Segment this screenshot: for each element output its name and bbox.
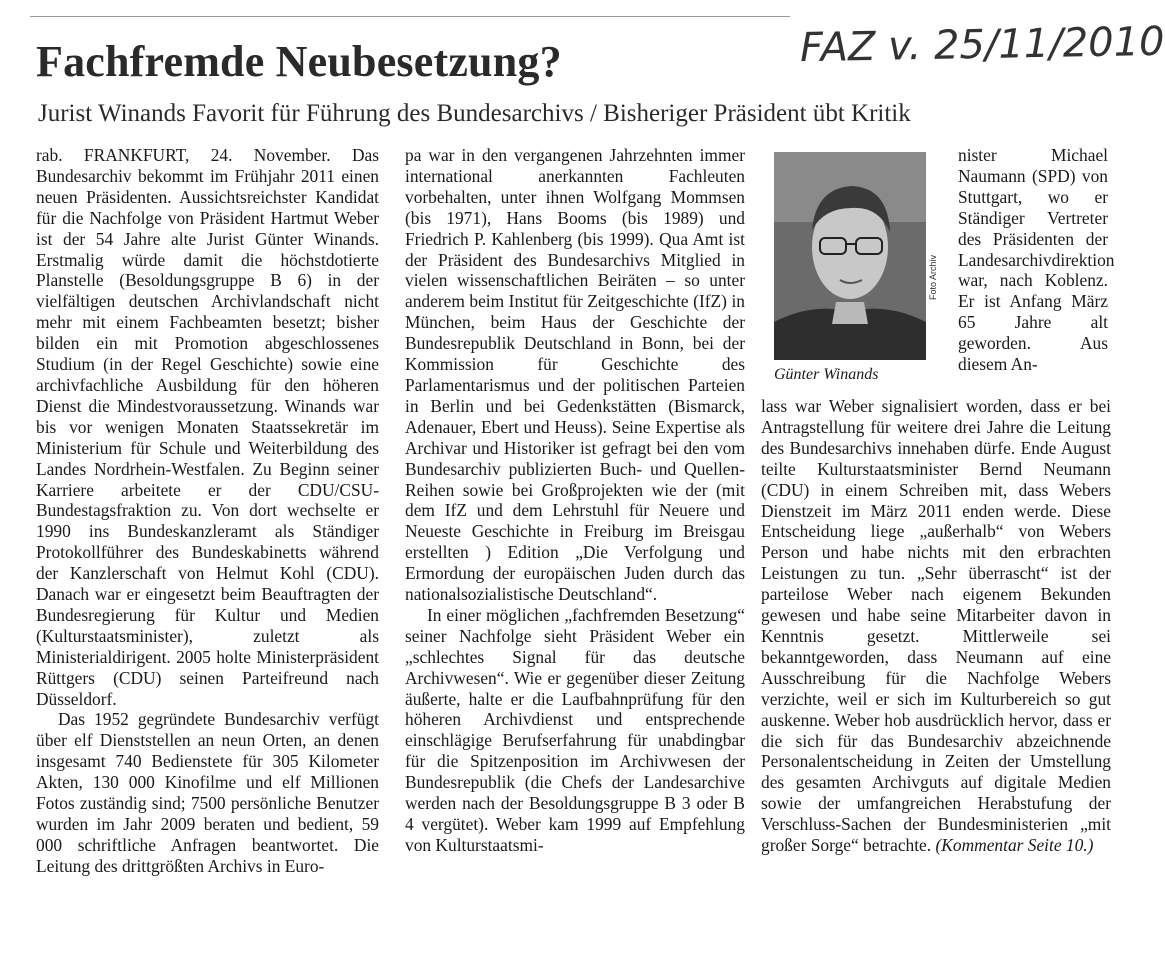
comment-reference: (Kommentar Seite 10.) [935,835,1094,856]
article-column-3-below-photo [761,396,1111,856]
photo-credit: Foto Archiv [928,254,938,300]
photo-caption: Günter Winands [774,366,879,383]
column2-paragraph-1: pa war in den vergangenen Jahrzehnten immer international anerkannten Fachleuten vorbehalten, unter ihnen Wolfgang Mommsen (bis 1971), Hans Booms (bis 1989) und Friedrich P. Kahlenberg (bis 1999). Qua Amt ist der Präsident des Bundesarchivs Mitglied in vielen wissenschaftlichen Beiräten – so unter anderem beim Institut für Zeitgeschichte (IfZ) in München, beim Haus der Geschichte der Bundesrepublik Deutschland in Bonn, bei der Kommission für Geschichte des Parlamentarismus und der politischen Parteien in Berlin und bei Gedenkstätten (Bismarck, Adenauer, Ebert und Heuss). Seine Expertise als Archivar und Historiker ist gefragt bei den vom Bundesarchiv publizierten Buch- und Quellen-Reihen sowie bei Großprojekten wie der (mit dem IfZ und dem Lehrstuhl für Neuere und Neueste Geschichte in Freiburg im Breisgau erstellten ) Edition „Die Verfolgung und Ermordung der europäischen Juden durch das nationalsozialistische Deutschland“. [405,145,745,605]
article-column-1 [36,145,379,877]
portrait-image [774,152,926,360]
column3-body: lass war Weber signalisiert worden, dass er bei Antragstellung für weitere drei Jahre die Leitung des Bundesarchivs innehaben dürfe. Ende August teilte Kulturstaatsminister Bernd Neumann (CDU) in einem Schreiben mit, dass Webers Dienstzeit im März 2011 enden werde. Diese Entscheidung liege „außerhalb“ von Webers Person und habe nichts mit den erbrachten Leistungen zu tun. „Sehr überrascht“ ist der parteilose Weber nach eigenem Bekunden gewesen und habe seine Mitarbeiter davon in Kenntnis gesetzt. Mittlerweile sei bekanntgeworden, dass Neumann auf eine Ausschreibung für die Nachfolge Webers verzichte, weil er sich im Kulturbereich so gut auskenne. Weber hob ausdrücklich hervor, dass er die sich für das Bundesarchiv abzeichnende Personalentscheidung in Zeiten der Umstellung des gesamten Archivguts auf digitale Medien sowie der umfangreichen Herabstufung der Verschluss-Sachen der Bundesministerien „mit großer Sorge“ betrachte. [761,396,1111,856]
column3-text-beside-photo: nister Michael Naumann (SPD) von Stuttgart, wo er Ständiger Vertreter des Präsidenten der Landesarchivdirektion war, nach Koblenz. Er ist Anfang März 65 Jahre alt geworden. Aus diesem An- [958,145,1115,375]
subheadline: Jurist Winands Favorit für Führung des Bundesarchivs / Bisheriger Präsident übt Kritik [38,100,911,127]
column2-paragraph-2: In einer möglichen „fachfremden Besetzung“ seiner Nachfolge sieht Präsident Weber ein „schlechtes Signal für das deutsche Archivwesen“. Wie er gegenüber dieser Zeitung äußerte, halte er die Laufbahnprüfung für den höheren Archivdienst und entsprechende einschlägige Berufserfahrung für unabdingbar für die Spitzenposition im Archivwesen der Bundesrepublik (die Chefs der Landesarchive werden nach der Besoldungsgruppe B 3 oder B 4 vergütet). Weber kam 1999 auf Empfehlung von Kulturstaatsmi- [405,604,745,855]
top-rule [30,16,790,17]
handwritten-date-note: FAZ v. 25/11/2010 [799,18,1165,72]
column1-paragraph-1: rab. FRANKFURT, 24. November. Das Bundesarchiv bekommt im Frühjahr 2011 einen neuen Präsidenten. Aussichtsreichster Kandidat für die Nachfolge von Präsident Hartmut Weber ist der 54 Jahre alte Jurist Günter Winands. Erstmalig würde damit die höchstdotierte Planstelle (Besoldungsgruppe B 6) in der vielfältigen deutschen Archivlandschaft nicht mehr mit einem Fachbeamten besetzt; bisher bilden ein mit Promotion abgeschlossenes Studium (in der Regel Geschichte) sowie eine archivfachliche Ausbildung für den höheren Dienst die Mindestvoraussetzung. Winands war bis vor wenigen Monaten Staatssekretär im Ministerium für Schule und Weiterbildung des Landes Nordrhein-Westfalen. Zu Beginn seiner Karriere arbeitete er der CDU/CSU-Bundestagsfraktion zu. Von dort wechselte er 1990 ins Bundeskanzleramt als Ständiger Protokollführer des Bundeskabinetts während der Kanzlerschaft von Helmut Kohl (CDU). Danach war er eingesetzt beim Beauftragten der Bundesregierung für Kultur und Medien (Kulturstaatsminister), zuletzt als Ministerialdirigent. 2005 holte Ministerpräsident Rüttgers (CDU) seinen Parteifreund nach Düsseldorf. [36,145,379,709]
article-column-2 [405,145,745,856]
article-column-3-beside-photo [958,145,1115,375]
column3-text-below-photo [761,396,1111,856]
portrait-photo [774,152,926,360]
headline: Fachfremde Neubesetzung? [36,37,562,86]
column1-paragraph-2: Das 1952 gegründete Bundesarchiv verfügt über elf Dienststellen an neun Orten, an denen insgesamt 740 Bedienstete für 305 Kilometer Akten, 130 000 Kinofilme und elf Millionen Fotos zuständig sind; 7500 persönliche Benutzer wurden im Jahr 2009 beraten und bedient, 59 000 schriftliche Anfragen beantwortet. Die Leitung des drittgrößten Archivs in Euro- [36,709,379,876]
